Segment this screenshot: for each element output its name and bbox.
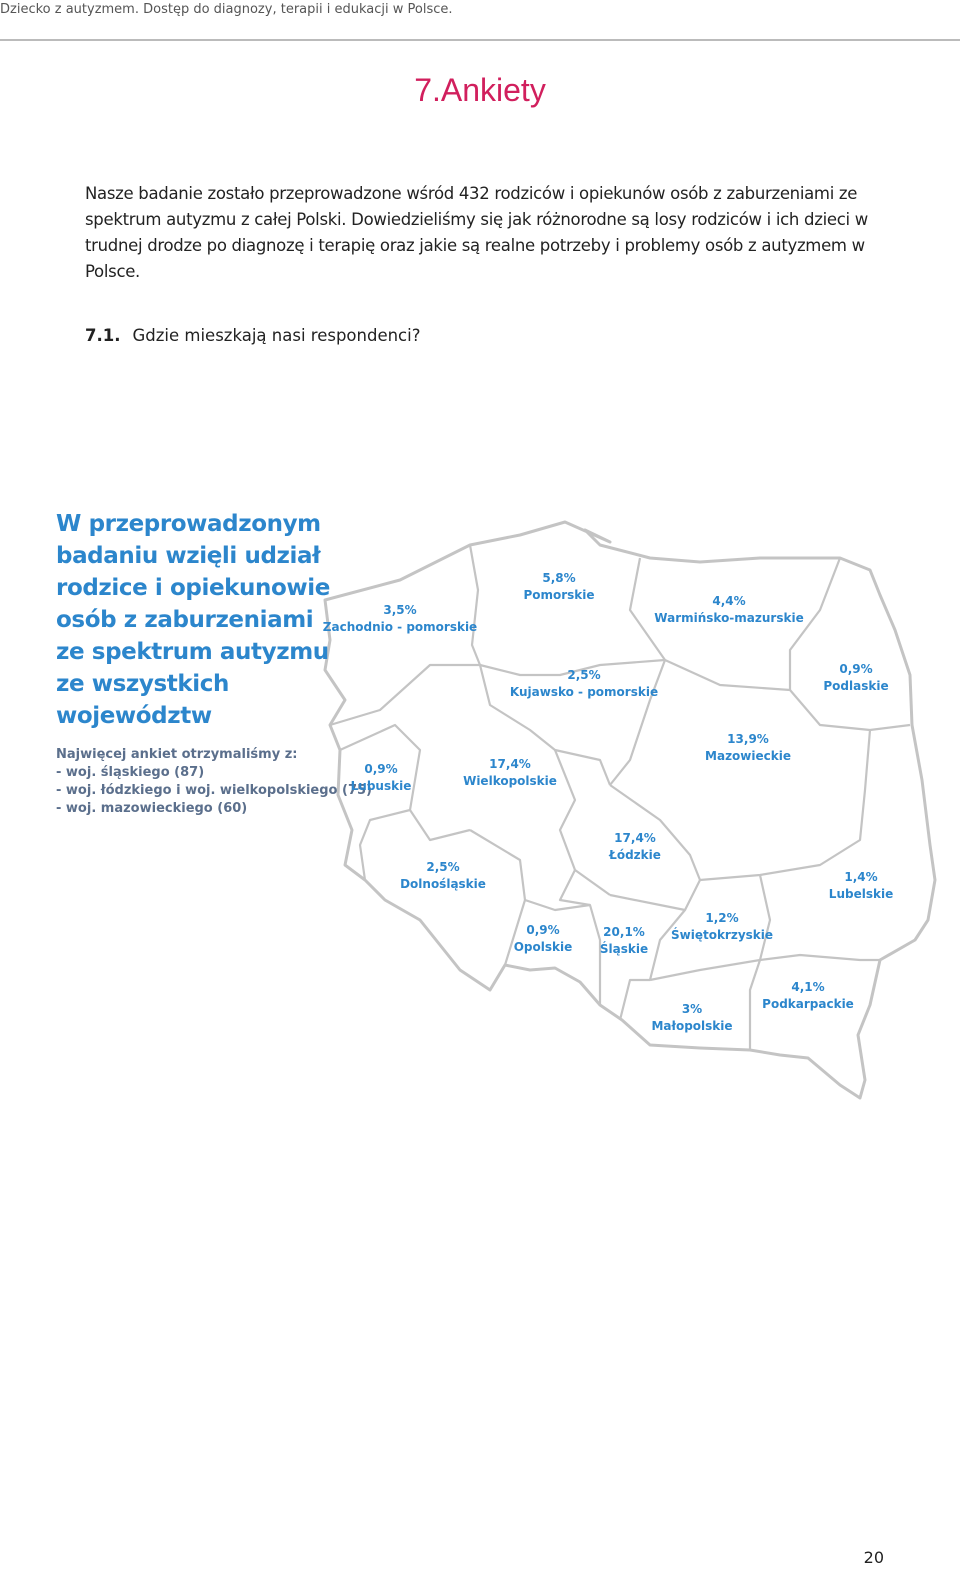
region-value: 4,4% bbox=[712, 594, 746, 608]
most-surveys-item: - woj. śląskiego (87) bbox=[56, 765, 205, 780]
region-name: Lubelskie bbox=[828, 887, 894, 901]
region-label-swietokrzyskie bbox=[671, 910, 773, 944]
region-label-opolskie bbox=[514, 922, 573, 956]
region-label-malopolskie bbox=[651, 1001, 732, 1035]
region-value: 4,1% bbox=[791, 980, 825, 994]
region-value: 17,4% bbox=[614, 831, 656, 845]
header-divider bbox=[0, 39, 960, 41]
region-name: Wielkopolskie bbox=[463, 774, 557, 788]
region-value: 3,5% bbox=[383, 603, 417, 617]
subsection-number: 7.1. bbox=[85, 326, 121, 345]
region-value: 5,8% bbox=[542, 571, 576, 585]
region-label-warminsko-mazurskie bbox=[654, 593, 803, 627]
region-name: Podkarpackie bbox=[762, 997, 854, 1011]
region-name: Warmińsko-mazurskie bbox=[654, 611, 804, 625]
most-surveys-item: - woj. łódzkiego i woj. wielkopolskiego (75) bbox=[56, 783, 372, 798]
region-name: Łódzkie bbox=[609, 848, 661, 862]
region-value: 1,2% bbox=[705, 911, 739, 925]
region-name: Śląskie bbox=[599, 942, 649, 956]
region-name: Podlaskie bbox=[823, 679, 889, 693]
region-value: 3% bbox=[681, 1002, 703, 1016]
region-value: 20,1% bbox=[603, 925, 645, 939]
region-label-lubelskie bbox=[829, 869, 893, 903]
subsection-title: Gdzie mieszkają nasi respondenci? bbox=[132, 326, 421, 345]
region-label-podkarpackie bbox=[762, 979, 854, 1013]
region-value: 0,9% bbox=[839, 662, 873, 676]
border-wlkp-lodz bbox=[555, 750, 610, 895]
region-name: Lubuskie bbox=[350, 779, 412, 793]
region-label-lodzkie bbox=[609, 830, 661, 864]
region-name: Dolnośląskie bbox=[400, 877, 486, 891]
region-label-zachodnio-pomorskie bbox=[323, 602, 477, 636]
region-value: 13,9% bbox=[727, 732, 769, 746]
region-label-kujawsko-pomorskie bbox=[510, 667, 658, 701]
subsection-heading bbox=[85, 326, 420, 345]
most-surveys-title: Najwięcej ankiet otrzymaliśmy z: bbox=[56, 747, 298, 762]
region-value: 2,5% bbox=[426, 860, 460, 874]
region-label-lubuskie bbox=[351, 761, 412, 795]
region-name: Mazowieckie bbox=[705, 749, 791, 763]
region-name: Małopolskie bbox=[651, 1019, 733, 1033]
border-sl-lodz bbox=[560, 870, 590, 905]
running-header: Dziecko z autyzmem. Dostęp do diagnozy, terapii i edukacji w Polsce. bbox=[0, 2, 453, 17]
border-lubel-pdk bbox=[760, 955, 880, 960]
region-name: Opolskie bbox=[513, 940, 573, 954]
region-name: Świętokrzyskie bbox=[670, 928, 774, 942]
page-number: 20 bbox=[863, 1548, 884, 1567]
region-value: 17,4% bbox=[489, 757, 531, 771]
region-label-dolnoslaskie bbox=[400, 859, 486, 893]
region-value: 2,5% bbox=[567, 668, 601, 682]
section-title: 7.Ankiety bbox=[414, 72, 546, 108]
region-name: Pomorskie bbox=[523, 588, 595, 602]
region-label-wielkopolskie bbox=[463, 756, 557, 790]
border-mal-pdk bbox=[750, 960, 760, 1050]
region-label-mazowieckie bbox=[705, 731, 791, 765]
region-value: 0,9% bbox=[364, 762, 398, 776]
most-surveys-list bbox=[56, 746, 372, 818]
region-name: Zachodnio - pomorskie bbox=[322, 620, 478, 634]
region-label-pomorskie bbox=[523, 570, 594, 604]
border-swk-mal bbox=[650, 960, 760, 980]
region-value: 1,4% bbox=[844, 870, 878, 884]
intro-paragraph: Nasze badanie zostało przeprowadzone wśród 432 rodziców i opiekunów osób z zaburzeniami ze spektrum autyzmu z całej Polski. Dowiedzieliśmy się jak różnorodne są losy rodziców i ich dzieci w trudnej drodze po diagnozę i terapię oraz jakie są realne potrzeby i problemy osób z autyzmem w Polsce. bbox=[85, 184, 868, 281]
region-label-slaskie bbox=[600, 924, 648, 958]
respondents-map-infographic bbox=[0, 500, 960, 1120]
infographic-headline: W przeprowadzonym badaniu wzięli udział rodzice i opiekunowie osób z zaburzeniami ze spektrum autyzmu ze wszystkich województw bbox=[56, 511, 330, 729]
region-name: Kujawsko - pomorskie bbox=[509, 685, 659, 699]
border-sl-mal bbox=[620, 980, 650, 1020]
most-surveys-item: - woj. mazowieckiego (60) bbox=[56, 801, 248, 816]
region-label-podlaskie bbox=[823, 661, 888, 695]
region-value: 0,9% bbox=[526, 923, 560, 937]
